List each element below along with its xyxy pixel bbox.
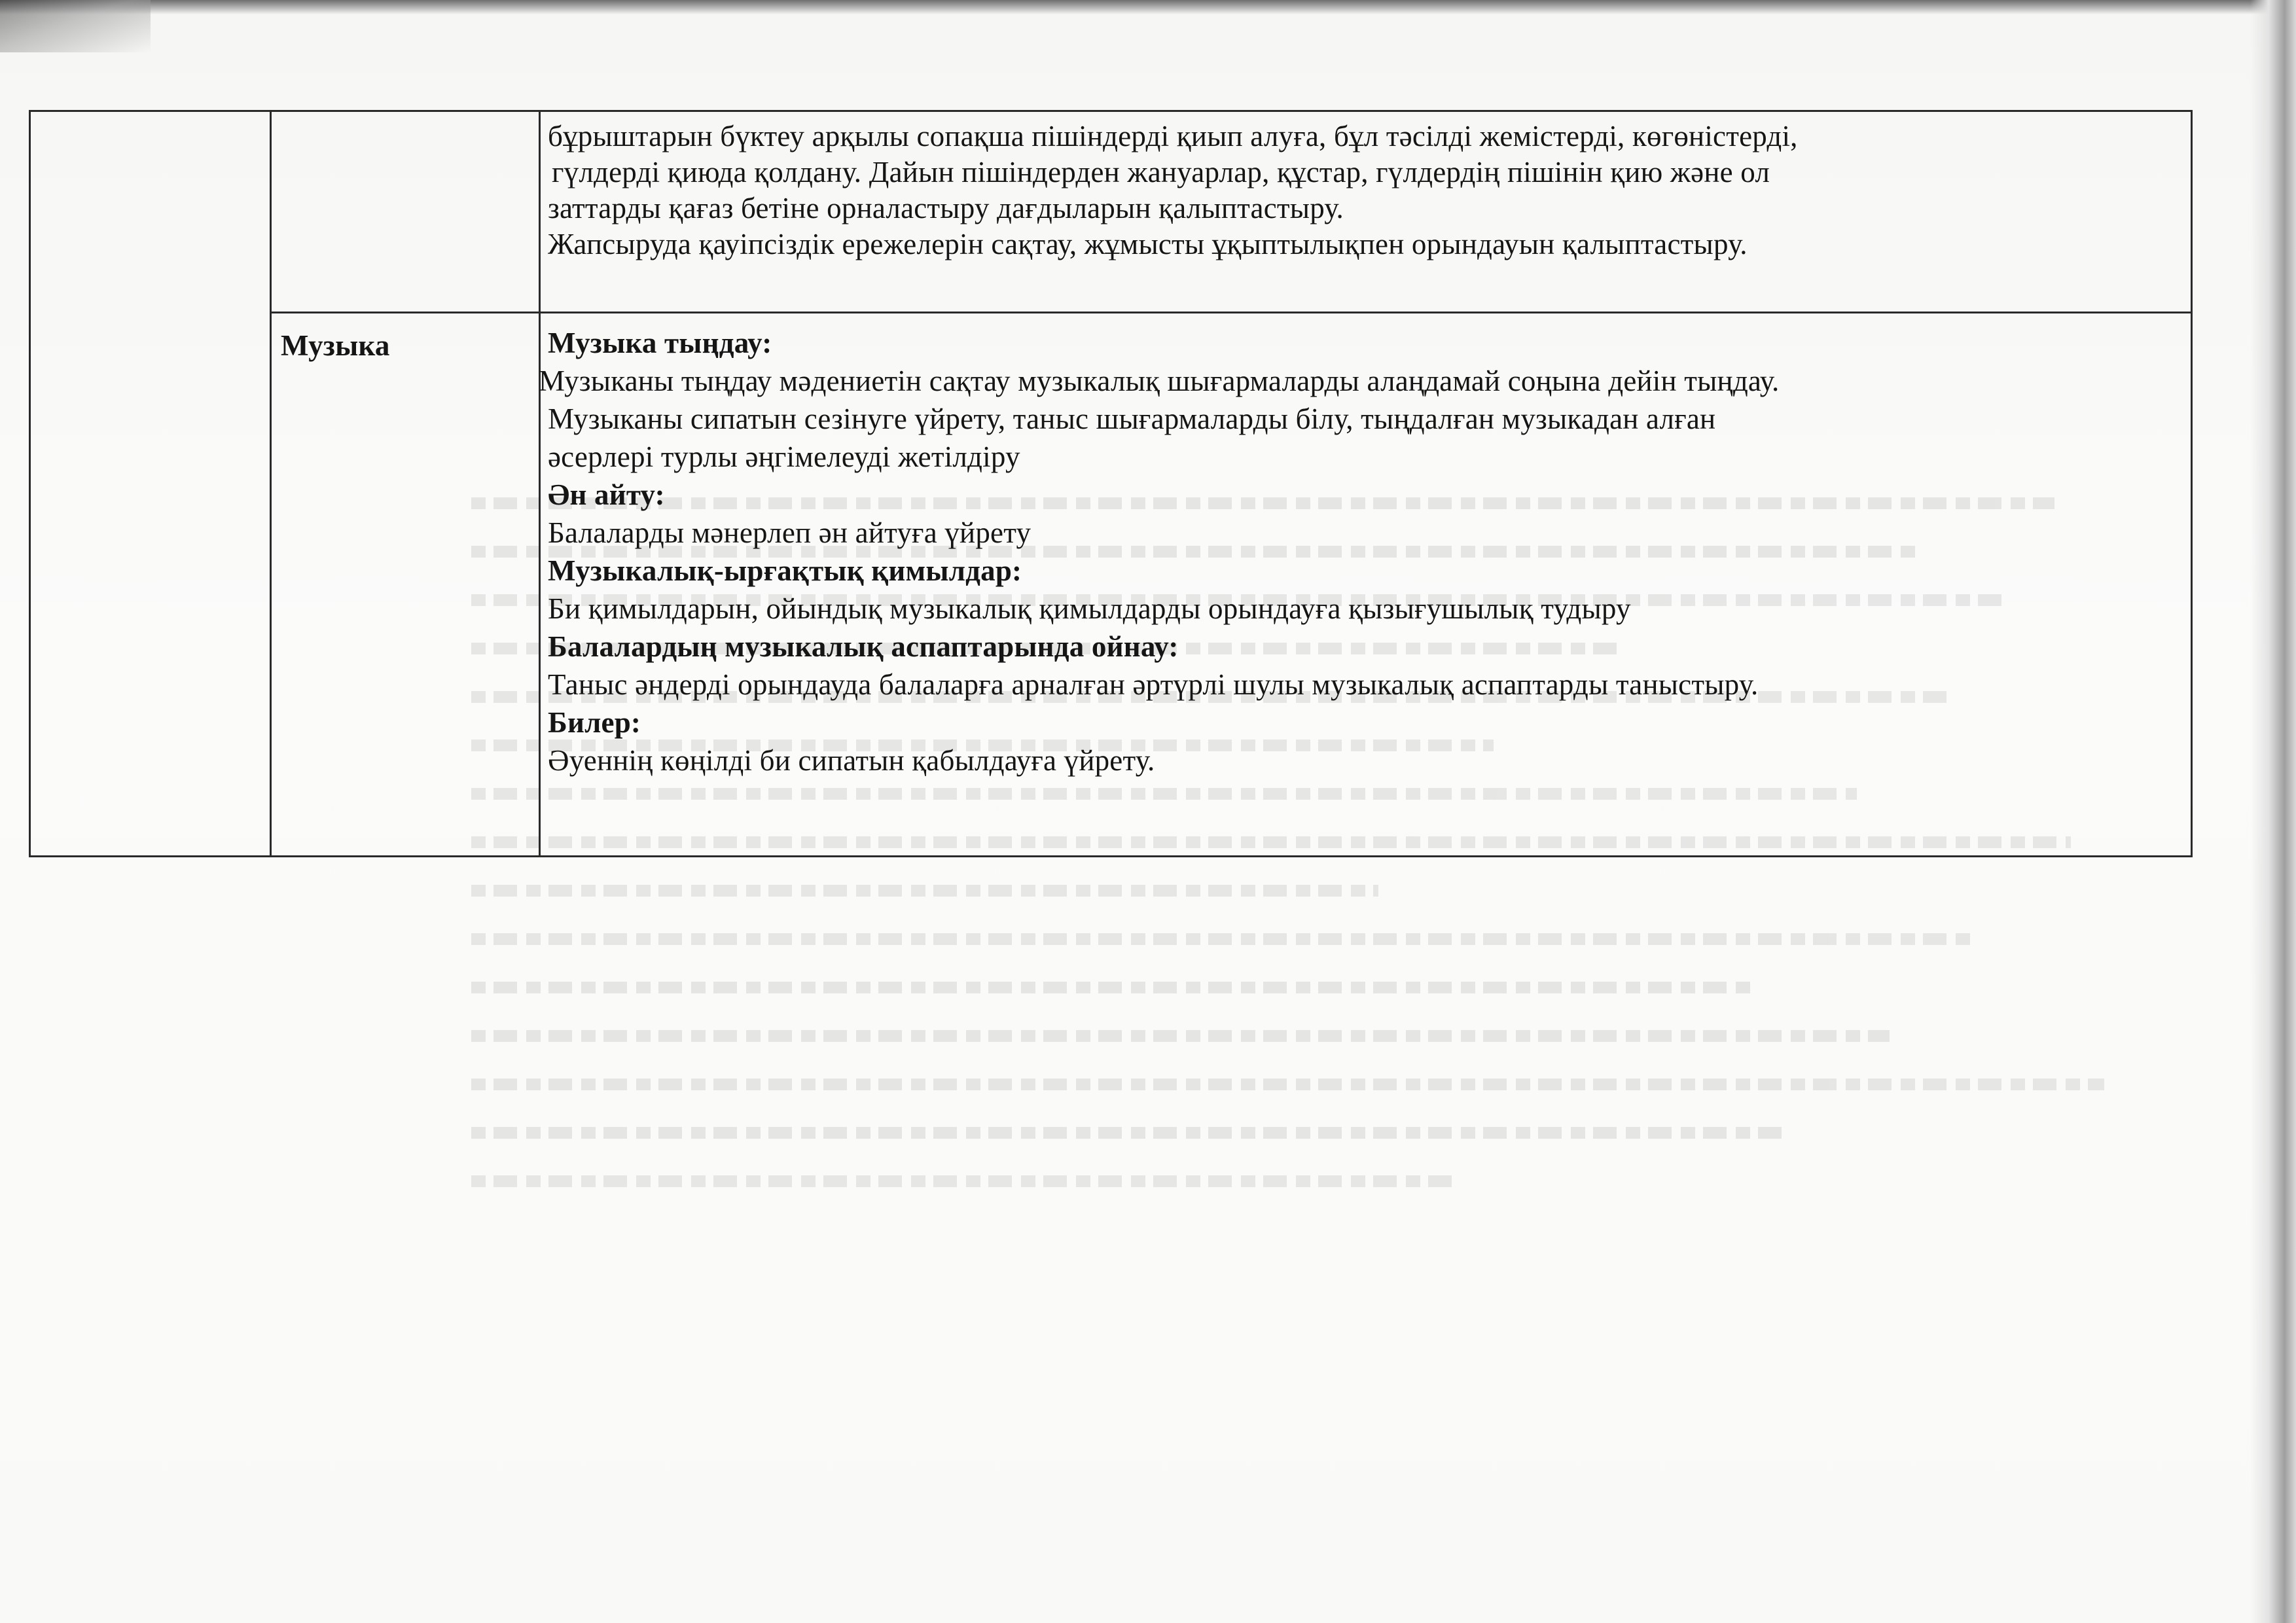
subject-label: Музыка bbox=[281, 329, 390, 362]
listening-line-2: Музыканы сипатын сезінуге үйрету, таныс шығармаларды білу, тыңдалған музыкадан алған bbox=[548, 402, 1716, 435]
row1-line-2: гүлдерді қиюда қолдану. Дайын пішіндерден жануарлар, құстар, гүлдердің пішінін қию және ол bbox=[552, 156, 1770, 188]
listening-line-3: әсерлері турлы әңгімелеуді жетілдіру bbox=[548, 440, 1020, 473]
curriculum-table bbox=[29, 110, 2193, 857]
section-heading-singing: Ән айту: bbox=[548, 478, 665, 511]
section-heading-dances: Билер: bbox=[548, 706, 641, 739]
section-heading-listening: Музыка тыңдау: bbox=[548, 327, 772, 359]
scan-corner-shadow bbox=[0, 0, 151, 52]
instruments-line-1: Таныс әндерді орындауда балаларға арналған әртүрлі шулы музыкалық аспаптарды таныстыру. bbox=[548, 668, 1759, 701]
row1-content-cell bbox=[548, 118, 1798, 262]
section-heading-instruments: Балалардың музыкалық аспаптарында ойнау: bbox=[548, 630, 1179, 663]
scan-right-edge bbox=[2250, 0, 2296, 1623]
rhythmic-movements-line-1: Би қимылдарын, ойындық музыкалық қимылдарды орындауға қызығушылық тудыру bbox=[548, 592, 1631, 625]
music-content-cell bbox=[539, 325, 1780, 781]
listening-line-1: Музыканы тыңдау мәдениетін сақтау музыкалық шығармаларды алаңдамай соңына дейін тыңдау. bbox=[539, 365, 1780, 397]
singing-line-1: Балаларды мәнерлеп ән айтуға үйрету bbox=[548, 516, 1031, 549]
row1-line-4: Жапсыруда қауіпсіздік ережелерін сақтау, жұмысты ұқыптылықпен орындауын қалыптастыру. bbox=[548, 228, 1748, 260]
row-divider bbox=[270, 312, 2191, 313]
dances-line-1: Әуеннің көңілді би сипатын қабылдауға үйрету. bbox=[548, 744, 1155, 777]
column-divider-1 bbox=[270, 112, 272, 855]
scan-top-shadow bbox=[0, 0, 2296, 14]
section-heading-rhythmic-movements: Музыкалық-ырғақтық қимылдар: bbox=[548, 554, 1022, 587]
column-divider-2 bbox=[539, 112, 541, 855]
row1-line-3: заттарды қағаз бетіне орналастыру дағдыларын қалыптастыру. bbox=[548, 192, 1344, 224]
row1-line-1: бұрыштарын бүктеу арқылы сопақша пішіндерді қиып алуға, бұл тәсілді жемістерді, көгөністерді, bbox=[548, 120, 1798, 152]
